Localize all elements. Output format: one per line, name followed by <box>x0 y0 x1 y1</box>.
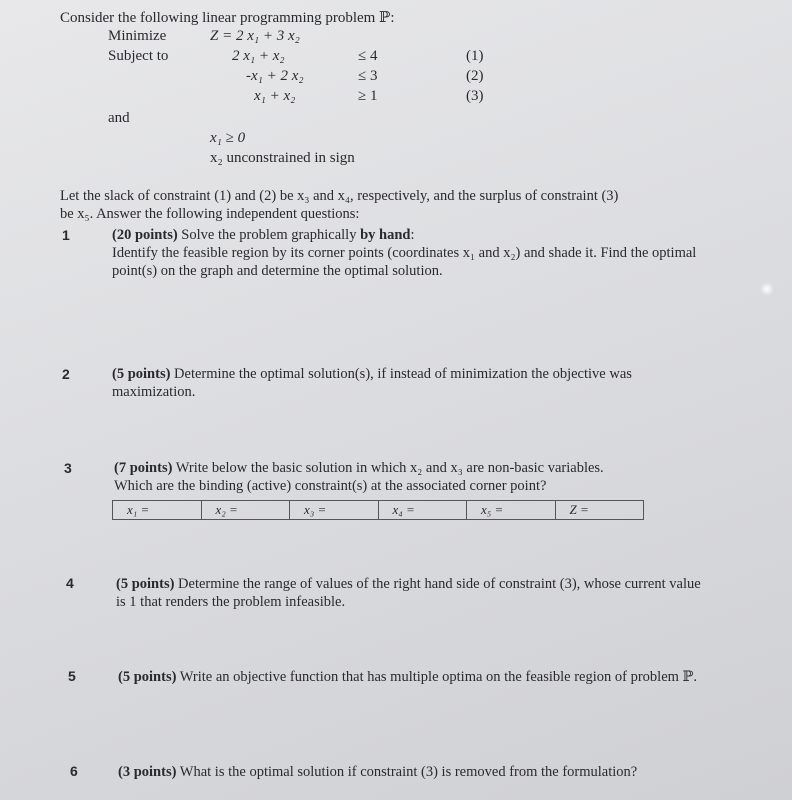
question-3-points: (7 points) <box>114 460 173 476</box>
question-3-prompt: Write below the basic solution in which x₂ and x₃ are non-basic variables. <box>172 460 604 476</box>
question-3-number: 3 <box>64 460 72 476</box>
intro-text: Consider the following linear programming problem ℙ: <box>60 10 395 26</box>
question-1-text <box>112 226 712 280</box>
question-1-prompt: Solve the problem graphically <box>177 227 361 243</box>
table-cell-x2: x₂ = <box>202 501 291 519</box>
table-cell-x1: x₁ = <box>113 501 202 519</box>
screen-glare <box>760 282 774 296</box>
question-4-points: (5 points) <box>116 576 175 592</box>
question-1-number: 1 <box>62 227 70 243</box>
constraint-3-lhs: x₁ + x₂ <box>254 88 296 104</box>
sign-constraint-x1: x₁ ≥ 0 <box>210 130 246 146</box>
question-2-number: 2 <box>62 366 70 382</box>
question-5-prompt: Write an objective function that has multiple optima on the feasible region of problem ℙ. <box>176 669 698 685</box>
subject-to-label: Subject to <box>108 48 169 64</box>
question-4-prompt: Determine the range of values of the right hand side of constraint (3), whose current value is 1 that renders the problem infeasible. <box>116 576 701 610</box>
constraint-1-lhs: 2 x₁ + x₂ <box>232 48 285 64</box>
basic-solution-table <box>112 500 644 520</box>
question-5-number: 5 <box>68 668 76 684</box>
question-2-points: (5 points) <box>112 366 171 382</box>
and-label: and <box>108 110 130 126</box>
constraint-2-tag: (2) <box>466 68 484 84</box>
question-3-detail: Which are the binding (active) constraint(s) at the associated corner point? <box>114 478 547 494</box>
question-1-emphasis: by hand <box>360 227 411 243</box>
question-2-text <box>112 365 712 401</box>
question-2-prompt: Determine the optimal solution(s), if instead of minimization the objective was maximization. <box>112 366 632 400</box>
question-3-text <box>114 459 714 495</box>
table-cell-x5: x₅ = <box>467 501 556 519</box>
constraint-2-rhs: ≤ 3 <box>358 68 378 84</box>
question-6-points: (3 points) <box>118 764 177 780</box>
question-5-text <box>118 668 708 686</box>
question-1-colon: : <box>410 227 415 243</box>
minimize-label: Minimize <box>108 28 167 44</box>
objective-function: Z = 2 x₁ + 3 x₂ <box>210 28 300 44</box>
question-4-text <box>116 575 706 611</box>
constraint-3-rhs: ≥ 1 <box>358 88 378 104</box>
table-cell-z: Z = <box>569 502 589 517</box>
table-cell-x3: x₃ = <box>290 501 379 519</box>
constraint-1-rhs: ≤ 4 <box>358 48 378 64</box>
question-4-number: 4 <box>66 575 74 591</box>
table-cell-x4: x₄ = <box>379 501 468 519</box>
question-6-text <box>118 763 718 781</box>
question-6-number: 6 <box>70 763 78 779</box>
constraint-2-lhs: -x₁ + 2 x₂ <box>246 68 304 84</box>
question-5-points: (5 points) <box>118 669 177 685</box>
question-1-detail: Identify the feasible region by its corner points (coordinates x₁ and x₂) and shade it. Find the optimal point(s) on the graph and determine the optimal solution. <box>112 245 697 279</box>
slack-text-line2: be x₅. Answer the following independent questions: <box>60 206 360 222</box>
constraint-1-tag: (1) <box>466 48 484 64</box>
constraint-3-tag: (3) <box>466 88 484 104</box>
sign-constraint-x2: x₂ unconstrained in sign <box>210 150 355 166</box>
slack-text-line1: Let the slack of constraint (1) and (2) be x₃ and x₄, respectively, and the surplus of constraint (3) <box>60 188 619 204</box>
question-6-prompt: What is the optimal solution if constraint (3) is removed from the formulation? <box>176 764 638 780</box>
question-1-points: (20 points) <box>112 227 178 243</box>
